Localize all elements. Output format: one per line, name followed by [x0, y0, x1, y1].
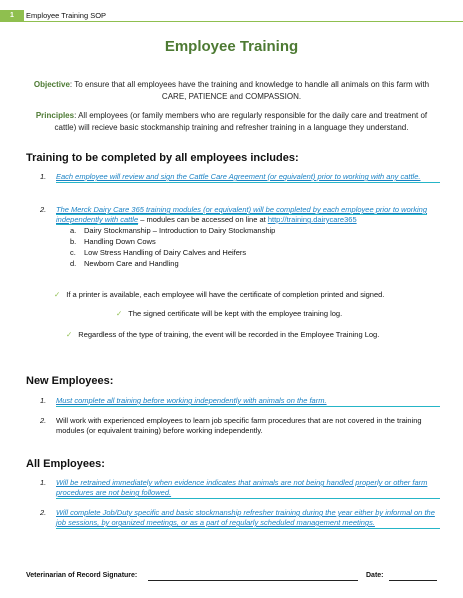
- item-text-link[interactable]: Will be retrained immediately when evidence indicates that animals are not being handled properly or other farm procedures are not being followed.: [56, 478, 440, 499]
- item-number: 2.: [40, 205, 47, 214]
- module-item: [70, 236, 156, 247]
- item-number: 1.: [40, 172, 47, 181]
- page-header: [0, 10, 463, 22]
- document-title: Employee Training: [164, 38, 299, 55]
- date-label: Date:: [366, 572, 384, 579]
- item-text-link[interactable]: Will complete Job/Duty specific and basic stockmanship refresher training during the year either by informal on the job sessions, by organized meetings, or as a part of regularly scheduled management meetings.: [56, 508, 440, 529]
- module-letter: a.: [70, 226, 77, 235]
- checkmark-icon: ✓: [66, 330, 73, 339]
- item-text-link[interactable]: Must complete all training before working independently with animals on the farm.: [56, 396, 440, 407]
- module-text: Dairy Stockmanship – Introduction to Dairy Stockmanship: [84, 226, 276, 235]
- module-letter: c.: [70, 248, 76, 257]
- header-title: Employee Training SOP: [26, 11, 107, 20]
- section-heading-new-employees: New Employees:: [26, 375, 114, 387]
- training-url-link[interactable]: http://training.dairycare365: [267, 215, 357, 224]
- module-item: [70, 247, 246, 258]
- section-heading-all-employees: All Employees:: [26, 458, 105, 470]
- module-text: Low Stress Handling of Dairy Calves and Heifers: [84, 248, 247, 257]
- module-item: [70, 225, 275, 236]
- item-number: 1.: [40, 396, 47, 405]
- module-item: [70, 258, 179, 269]
- section-heading-all-employees-training: Training to be completed by all employees includes:: [26, 152, 299, 164]
- vet-signature-label: Veterinarian of Record Signature:: [26, 572, 138, 579]
- vet-signature-line[interactable]: [148, 580, 358, 581]
- principles-paragraph: [26, 110, 437, 134]
- item-text-link[interactable]: The Merck Dairy Care 365 training modules (or equivalent) will be completed by each employee prior to working independently with cattle: [56, 205, 428, 224]
- item-text-link[interactable]: Each employee will review and sign the Cattle Care Agreement (or equivalent) prior to working with any cattle.: [56, 172, 440, 183]
- module-letter: b.: [70, 237, 77, 246]
- checklist-item: [66, 330, 379, 340]
- page-number: 1: [0, 10, 24, 22]
- header-divider: [24, 21, 463, 22]
- checklist-text: The signed certificate will be kept with the employee training log.: [128, 309, 343, 318]
- objective-label: Objective: [33, 80, 70, 89]
- objective-text: : To ensure that all employees have the training and knowledge to handle all animals on this farm with CARE, PATIENCE and COMPASSION.: [69, 80, 430, 101]
- checkmark-icon: ✓: [116, 309, 123, 318]
- checklist-item: [54, 290, 384, 300]
- item-number: 2.: [40, 416, 47, 425]
- item-text: Will work with experienced employees to learn job specific farm procedures that are not covered in the training modules (or equivalent training) before working independently.: [56, 416, 422, 435]
- checklist-text: If a printer is available, each employee will have the certificate of completion printed and signed.: [66, 290, 385, 299]
- checklist-item: [116, 309, 342, 319]
- principles-text: : All employees (or family members who are regularly responsible for the daily care and treatment of cattle) will recieve basic stockmanship training and refresher training in a language they understand.: [54, 111, 428, 132]
- module-text: Newborn Care and Handling: [84, 259, 179, 268]
- item-number: 1.: [40, 478, 47, 487]
- objective-paragraph: [26, 79, 437, 103]
- module-text: Handling Down Cows: [84, 237, 156, 246]
- item-text-rest: – modules can be accessed on line at: [138, 215, 268, 224]
- checkmark-icon: ✓: [54, 290, 61, 299]
- item-number: 2.: [40, 508, 47, 517]
- module-letter: d.: [70, 259, 77, 268]
- checklist-text: Regardless of the type of training, the event will be recorded in the Employee Training Log.: [78, 330, 380, 339]
- date-line[interactable]: [389, 580, 437, 581]
- principles-label: Principles: [35, 111, 75, 120]
